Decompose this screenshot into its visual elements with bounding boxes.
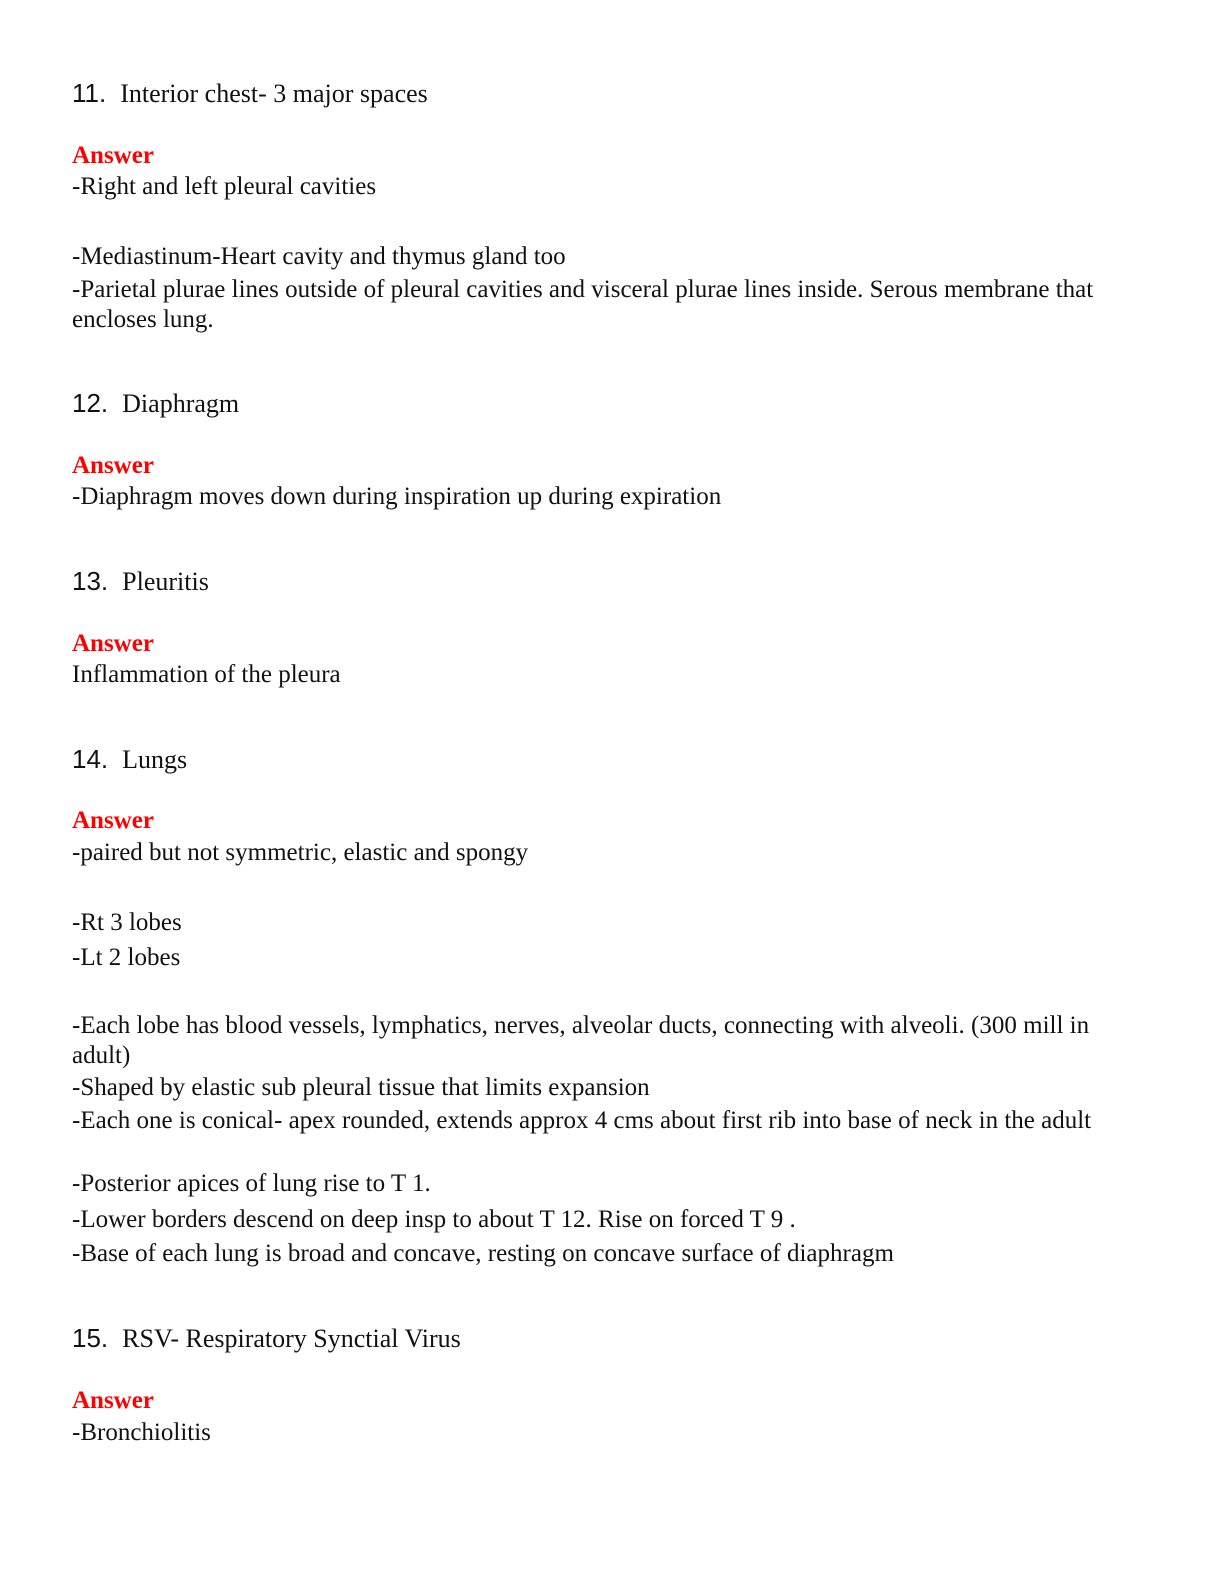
question-text: RSV- Respiratory Synctial Virus [122,1324,461,1353]
question-number: 14. [72,744,109,774]
question-text: Interior chest- 3 major spaces [120,79,428,108]
answer-line: -Right and left pleural cavities [72,173,377,200]
question-text: Diaphragm [122,389,240,418]
question-number: 15. [72,1323,109,1353]
answer-line: -Bronchiolitis [72,1419,211,1446]
answer-line: -Mediastinum-Heart cavity and thymus gland too [72,243,566,270]
answer-line: -Diaphragm moves down during inspiration up during expiration [72,483,722,510]
answer-line: -Shaped by elastic sub pleural tissue that limits expansion [72,1074,650,1101]
answer-line: -Parietal plurae lines outside of pleural cavities and visceral plurae lines inside. Serous membrane that encloses lung. [72,276,1094,333]
question-heading [72,1323,461,1354]
answer-label: Answer [72,452,154,479]
answer-line: Inflammation of the pleura [72,661,341,688]
answer-line: -paired but not symmetric, elastic and spongy [72,839,529,866]
answer-label: Answer [72,630,154,657]
question-heading [72,566,209,597]
answer-line: -Rt 3 lobes [72,909,182,936]
question-number: 11. [72,78,107,108]
answer-label: Answer [72,142,154,169]
answer-label: Answer [72,807,154,834]
answer-line: -Each lobe has blood vessels, lymphatics, nerves, alveolar ducts, connecting with alveoli. (300 mill in adult) [72,1012,1090,1069]
question-heading [72,388,239,419]
question-number: 12. [72,388,109,418]
question-heading [72,78,428,109]
question-text: Lungs [122,745,188,774]
answer-label: Answer [72,1387,154,1414]
question-text: Pleuritis [122,567,209,596]
question-heading [72,744,187,775]
answer-line: -Base of each lung is broad and concave, resting on concave surface of diaphragm [72,1240,894,1267]
answer-line: -Lower borders descend on deep insp to about T 12. Rise on forced T 9 . [72,1206,796,1233]
answer-line: -Lt 2 lobes [72,944,181,971]
answer-line: -Each one is conical- apex rounded, extends approx 4 cms about first rib into base of neck in the adult [72,1107,1092,1134]
answer-line: -Posterior apices of lung rise to T 1. [72,1170,431,1197]
question-number: 13. [72,566,109,596]
